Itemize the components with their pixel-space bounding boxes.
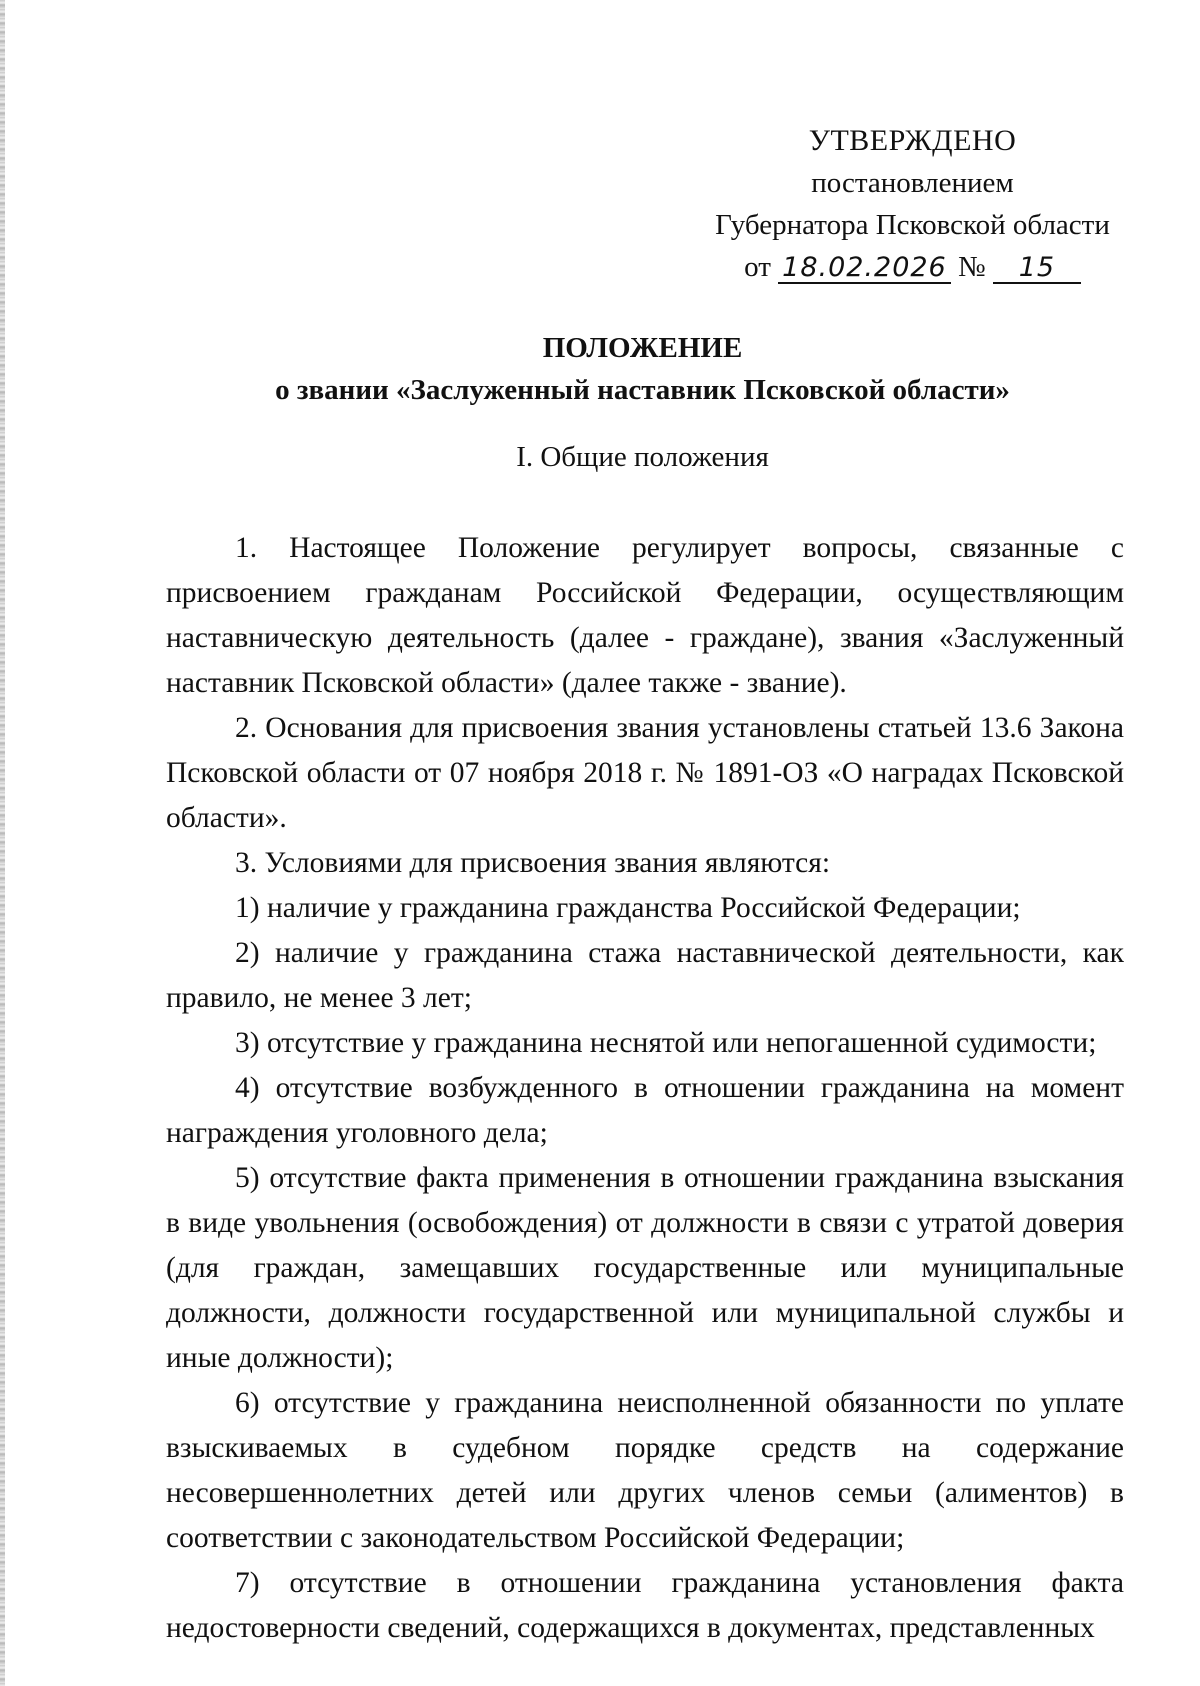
document-subtitle: о звании «Заслуженный наставник Псковской области» <box>275 374 1010 406</box>
document-body <box>166 526 1124 1651</box>
handwritten-number: 15 <box>993 254 1081 284</box>
date-prefix: от <box>744 251 771 283</box>
paragraph: 3) отсутствие у гражданина неснятой или непогашенной судимости; <box>235 1027 1097 1059</box>
approved-label: УТВЕРЖДЕНО <box>808 124 1017 157</box>
handwritten-date: 18.02.2026 <box>778 254 951 284</box>
scan-page-edge <box>0 0 5 1686</box>
paragraph: 6) отсутствие у гражданина неисполненной обязанности по уплате взыскиваемых в судебном порядке средств на содержание несовершеннолетних детей или других членов семьи (алиментов) в соответствии с законодательством Российской Федерации; <box>166 1387 1124 1554</box>
paragraph: 2) наличие у гражданина стажа наставнической деятельности, как правило, не менее 3 лет; <box>166 937 1124 1014</box>
section-heading: I. Общие положения <box>516 441 769 473</box>
approval-stamp-block <box>690 120 1135 288</box>
paragraph: 3. Условиями для присвоения звания являются: <box>235 847 831 879</box>
paragraph: 1. Настоящее Положение регулирует вопросы, связанные с присвоением гражданам Российской Федерации, осуществляющим наставническую деятельность (далее - граждане), звания «Заслуженный наставник Псковской области» (далее также - звание). <box>166 532 1124 699</box>
date-number-line <box>690 246 1135 288</box>
document-title-block <box>160 327 1125 411</box>
resolution-label: постановлением <box>811 167 1014 199</box>
number-sign: № <box>957 251 986 283</box>
issuer-label: Губернатора Псковской области <box>715 209 1110 241</box>
paragraph: 2. Основания для присвоения звания установлены статьей 13.6 Закона Псковской области от 07 ноября 2018 г. № 1891-ОЗ «О наградах Псковской области». <box>166 712 1124 834</box>
paragraph: 4) отсутствие возбужденного в отношении гражданина на момент награждения уголовного дела; <box>166 1072 1124 1149</box>
document-title: ПОЛОЖЕНИЕ <box>542 332 743 364</box>
paragraph: 5) отсутствие факта применения в отношении гражданина взыскания в виде увольнения (освобождения) от должности в связи с утратой доверия (для граждан, замещавших государственные или муниципальные должности, должности государственной или муниципальной службы и иные должности); <box>166 1162 1124 1374</box>
paragraph: 7) отсутствие в отношении гражданина установления факта недостоверности сведений, содержащихся в документах, представленных <box>166 1567 1124 1644</box>
paragraph: 1) наличие у гражданина гражданства Российской Федерации; <box>235 892 1021 924</box>
